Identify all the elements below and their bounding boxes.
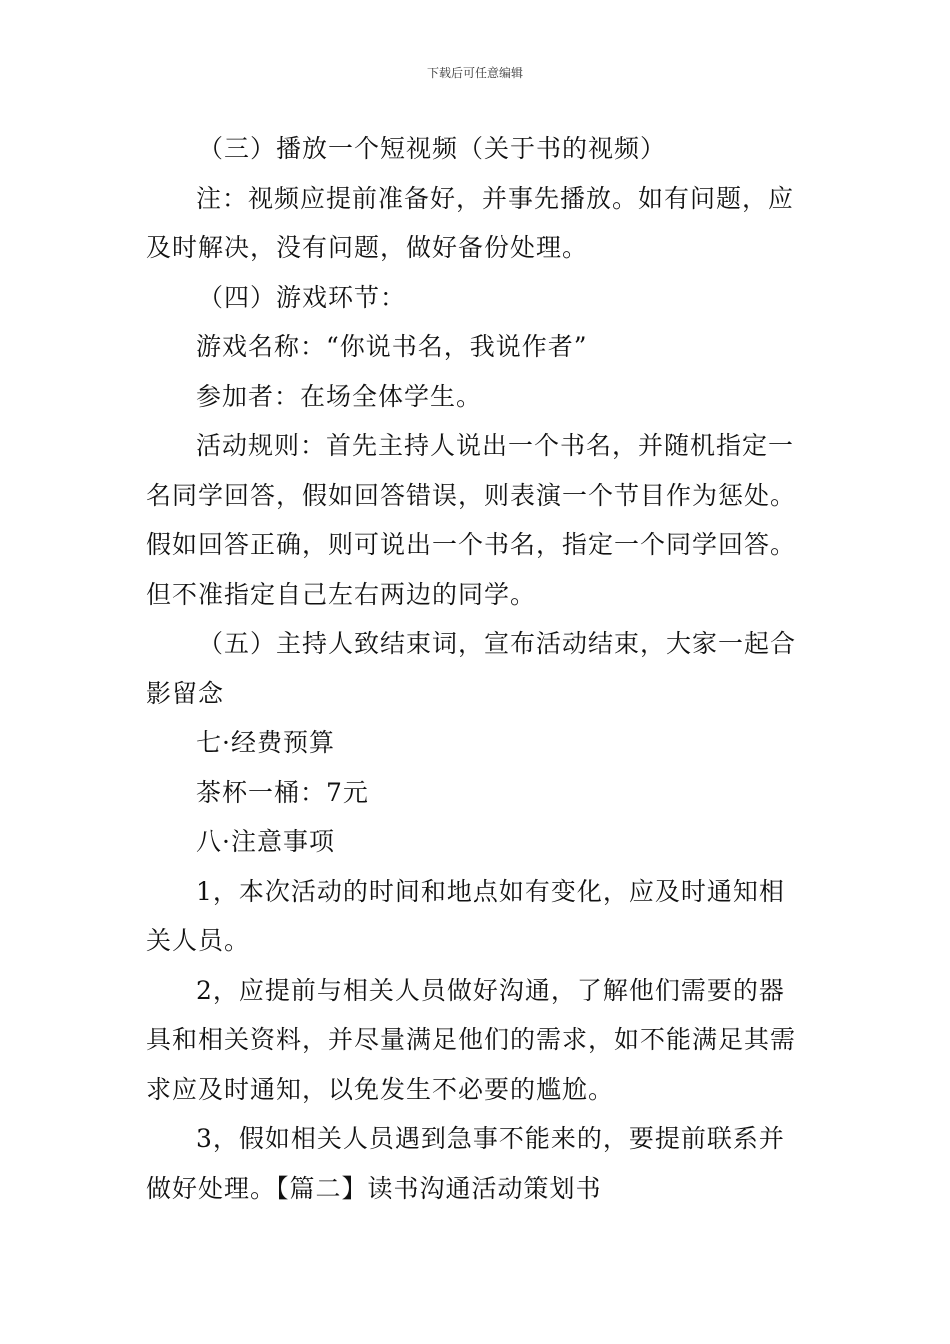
paragraph-closing-section: （五）主持人致结束词，宣布活动结束，大家一起合影留念 — [146, 629, 797, 708]
paragraph-video-note: 注：视频应提前准备好，并事先播放。如有问题，应及时解决，没有问题，做好备份处理。 — [146, 183, 795, 262]
paragraph-video-section: （三）播放一个短视频（关于书的视频） — [198, 134, 667, 163]
paragraph-game-name: 游戏名称：“你说书名，我说作者” — [196, 332, 588, 361]
paragraph-participants: 参加者：在场全体学生。 — [196, 381, 483, 411]
paragraph-note-3: 3，假如相关人员遇到急事不能来的，要提前联系并做好处理。【篇二】读书沟通活动策划书 — [146, 1124, 785, 1203]
paragraph-game-section: （四）游戏环节： — [198, 282, 407, 312]
paragraph-note-2: 2，应提前与相关人员做好沟通，了解他们需要的器具和相关资料，并尽量满足他们的需求，如不能满足其需求应及时通知，以免发生不必要的尴尬。 — [146, 975, 797, 1104]
paragraph-rules: 活动规则：首先主持人说出一个书名，并随机指定一名同学回答，假如回答错误，则表演一个节目作为惩处。假如回答正确，则可说出一个书名，指定一个同学回答。但不准指定自己左右两边的同学。 — [146, 431, 797, 609]
paragraph-budget-heading: 七·经费预算 — [196, 728, 335, 757]
paragraph-note-1: 1，本次活动的时间和地点如有变化，应及时通知相关人员。 — [146, 876, 785, 955]
paragraph-notes-heading: 八·注意事项 — [196, 827, 335, 856]
document-body — [146, 124, 806, 1213]
paragraph-budget-item: 茶杯一桶：7元 — [196, 777, 369, 807]
page-header: 下载后可任意编辑 — [426, 66, 523, 80]
